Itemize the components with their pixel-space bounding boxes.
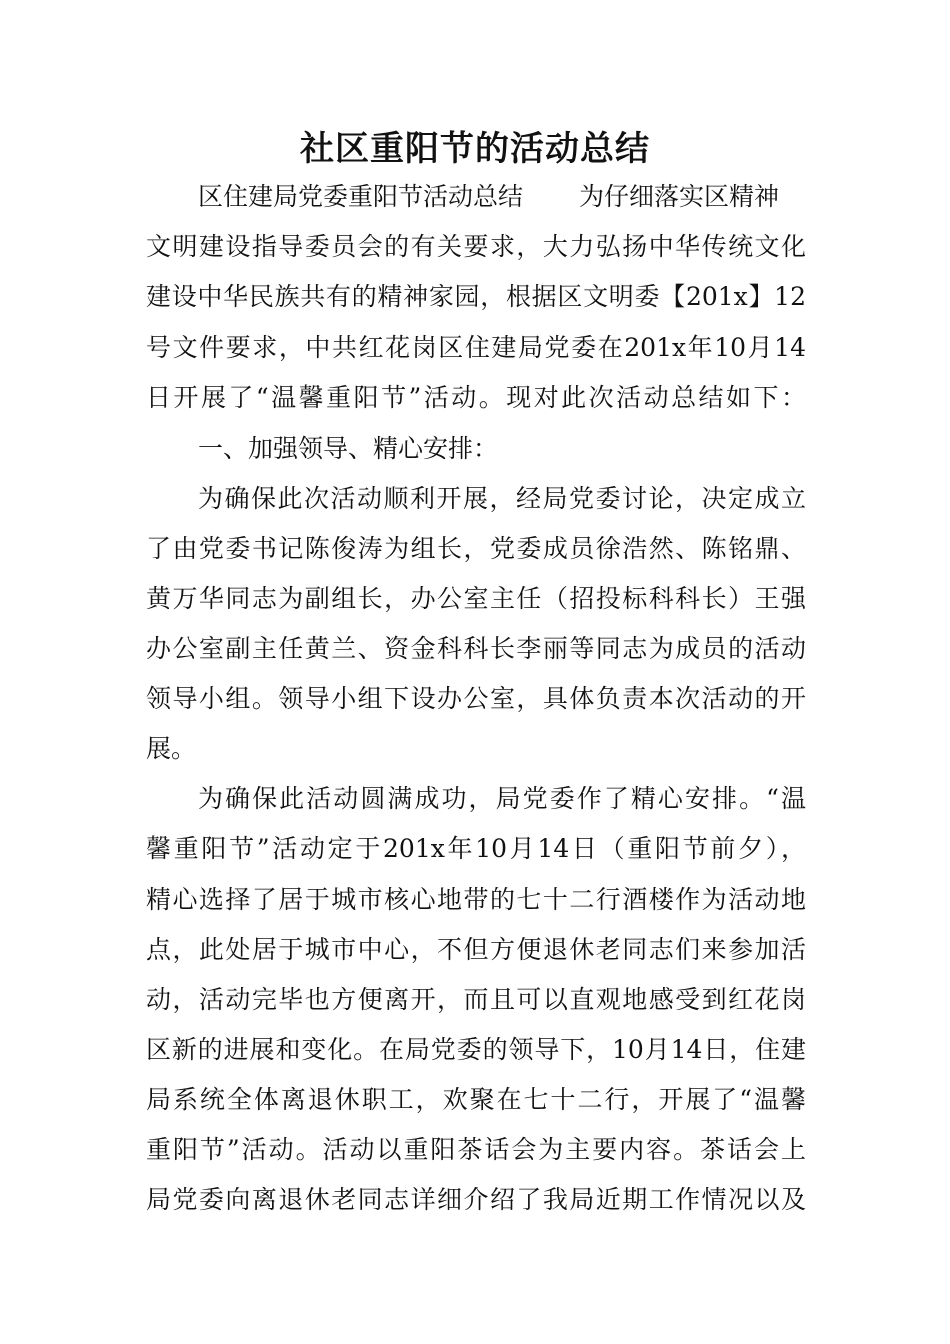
paragraph-line: 为确保此次活动顺利开展，经局党委讨论，决定成立: [198, 484, 806, 513]
paragraph-line: 馨重阳节”活动定于201x年10月14日（重阳节前夕），: [146, 834, 806, 863]
paragraph-line: 精心选择了居于城市核心地带的七十二行酒楼作为活动地: [146, 885, 806, 914]
paragraph-line: 办公室副主任黄兰、资金科科长李丽等同志为成员的活动: [146, 634, 806, 663]
paragraph-line: 区新的进展和变化。在局党委的领导下，10月14日，住建: [146, 1035, 806, 1064]
paragraph-line: 黄万华同志为副组长，办公室主任（招投标科科长）王强: [146, 584, 806, 613]
paragraph-line: 领导小组。领导小组下设办公室，具体负责本次活动的开: [146, 684, 806, 713]
paragraph-line: 局系统全体离退休职工，欢聚在七十二行，开展了“温馨: [146, 1085, 806, 1114]
paragraph-line: 日开展了“温馨重阳节”活动。现对此次活动总结如下：: [146, 383, 806, 412]
paragraph-line: 点，此处居于城市中心，不但方便退休老同志们来参加活: [146, 935, 806, 964]
document-title: 社区重阳节的活动总结: [300, 129, 650, 169]
paragraph-line: 重阳节”活动。活动以重阳茶话会为主要内容。茶话会上: [146, 1135, 806, 1164]
paragraph-line: 建设中华民族共有的精神家园，根据区文明委【201x】12: [146, 282, 806, 311]
paragraph-text: 为仔细落实区精神: [579, 182, 780, 211]
paragraph-line: [146, 172, 806, 222]
subtitle-text: 区住建局党委重阳节活动总结: [198, 182, 524, 211]
paragraph-line: 展。: [146, 734, 197, 763]
paragraph-line: 号文件要求，中共红花岗区住建局党委在201x年10月14: [146, 333, 806, 362]
paragraph-line: 动，活动完毕也方便离开，而且可以直观地感受到红花岗: [146, 985, 806, 1014]
section-heading: 一、加强领导、精心安排：: [198, 434, 499, 463]
paragraph-line: 局党委向离退休老同志详细介绍了我局近期工作情况以及: [146, 1185, 806, 1214]
paragraph-line: 为确保此活动圆满成功，局党委作了精心安排。“温: [198, 784, 806, 813]
paragraph-line: 文明建设指导委员会的有关要求，大力弘扬中华传统文化: [146, 232, 806, 261]
paragraph-line: 了由党委书记陈俊涛为组长，党委成员徐浩然、陈铭鼎、: [146, 534, 806, 563]
